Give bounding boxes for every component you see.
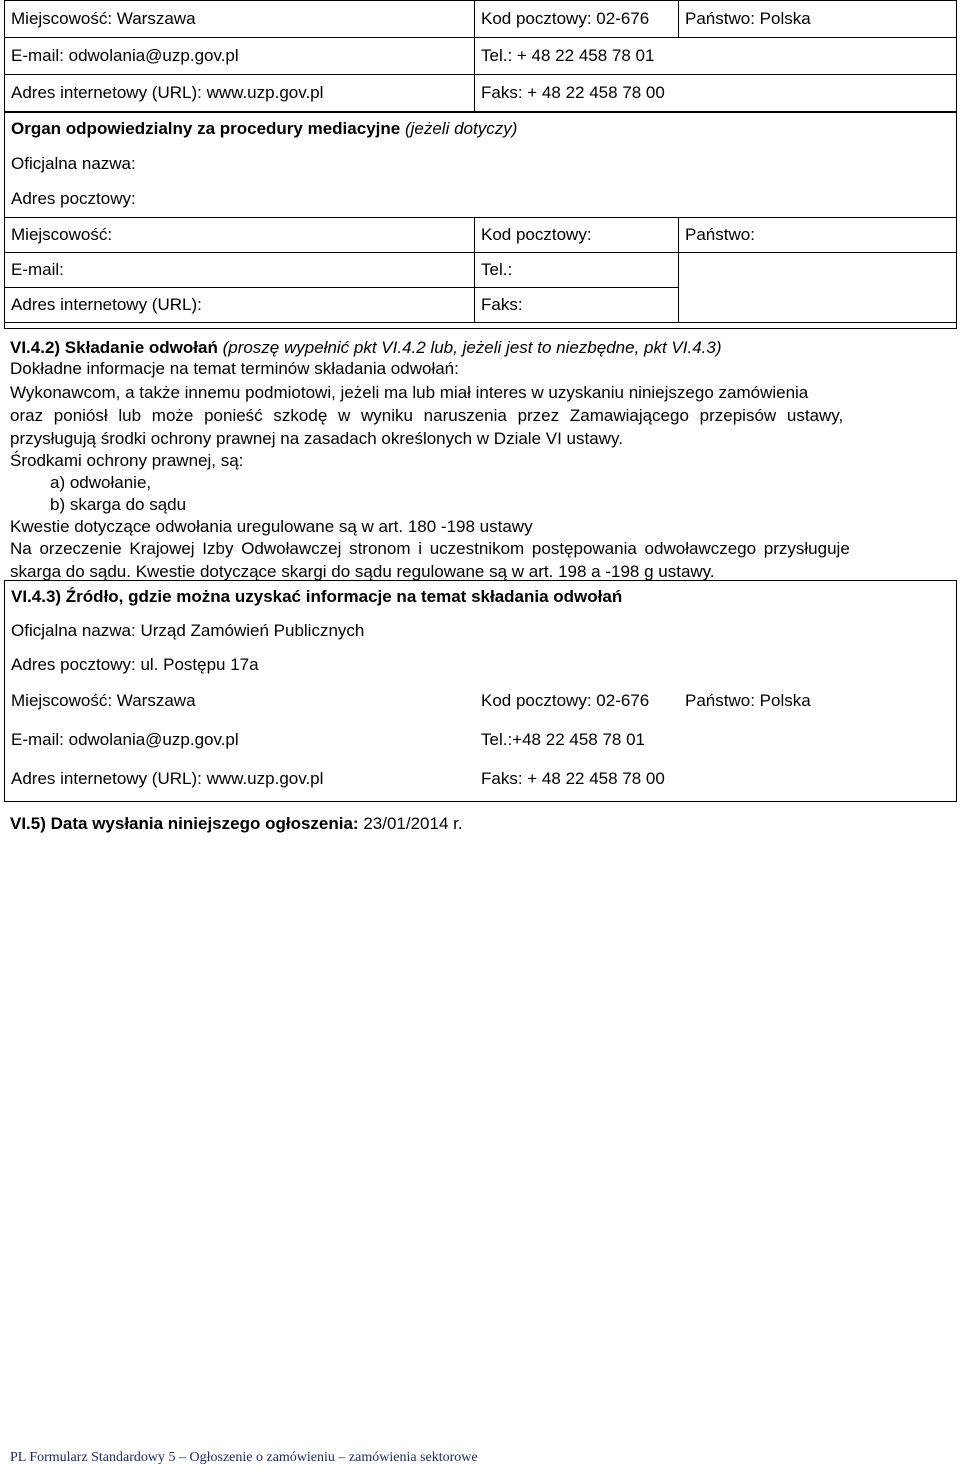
appeals-source-heading: VI.4.3) Źródło, gdzie można uzyskać informacje na temat składania odwołań — [11, 587, 623, 606]
appeals-line-7: Na orzeczenie Krajowej Izby Odwoławczej stronom i uczestnikom postępowania odwoławczego przysługuje — [10, 539, 850, 558]
contact-table-top — [4, 0, 957, 112]
appeals-source-official-name: Oficjalna nazwa: Urząd Zamówień Publicznych — [11, 621, 365, 640]
top-country: Państwo: Polska — [679, 1, 957, 38]
source-country: Państwo: Polska — [679, 682, 957, 721]
appeals-line-6: Kwestie dotyczące odwołania uregulowane są w art. 180 -198 ustawy — [10, 517, 533, 536]
mediation-contact-table — [4, 217, 957, 323]
source-url: Adres internetowy (URL): www.uzp.gov.pl — [11, 769, 324, 788]
top-city: Miejscowość: Warszawa — [5, 1, 475, 38]
appeals-line-8: skarga do sądu. Kwestie dotyczące skargi do sądu regulowane są w art. 198 a -198 g ustawy. — [10, 562, 715, 581]
mediation-email: E-mail: — [5, 253, 475, 288]
top-email: E-mail: odwolania@uzp.gov.pl — [5, 38, 475, 75]
top-tel: Tel.: + 48 22 458 78 01 — [475, 38, 957, 75]
appeals-source-contact-table — [4, 681, 957, 799]
mediation-title — [11, 119, 517, 139]
mediation-blank-1 — [679, 253, 957, 288]
dispatch-date-line — [10, 814, 463, 834]
appeals-line-3: oraz poniósł lub może ponieść szkodę w wyniku naruszenia przez Zamawiającego przepisów ustawy, — [10, 406, 844, 425]
page-footer: PL Formularz Standardowy 5 – Ogłoszenie o zamówieniu – zamówienia sektorowe — [10, 1450, 478, 1465]
dispatch-date-label: VI.5) Data wysłania niniejszego ogłoszenia: — [10, 814, 359, 833]
source-postal-code: Kod pocztowy: 02-676 — [481, 691, 650, 710]
mediation-postal-code: Kod pocztowy: — [475, 218, 679, 253]
mediation-tel: Tel.: — [475, 253, 679, 288]
appeals-line-4: przysługują środki ochrony prawnej na zasadach określonych w Dziale VI ustawy. — [10, 429, 623, 448]
appeals-item-a: a) odwołanie, — [50, 473, 152, 492]
mediation-official-name: Oficjalna nazwa: — [11, 154, 136, 173]
appeals-section — [4, 334, 955, 582]
top-url: Adres internetowy (URL): www.uzp.gov.pl — [5, 75, 475, 112]
source-fax: Faks: + 48 22 458 78 00 — [481, 769, 665, 788]
top-postal-code: Kod pocztowy: 02-676 — [475, 1, 679, 38]
appeals-heading — [10, 338, 722, 358]
appeals-source-postal-address: Adres pocztowy: ul. Postępu 17a — [11, 655, 259, 674]
appeals-heading-note: (proszę wypełnić pkt VI.4.2 lub, jeżeli jest to niezbędne, pkt VI.4.3) — [222, 338, 722, 357]
mediation-title-note: (jeżeli dotyczy) — [404, 119, 518, 138]
appeals-item-b: b) skarga do sądu — [50, 495, 187, 514]
source-email: E-mail: odwolania@uzp.gov.pl — [11, 730, 239, 749]
mediation-country: Państwo: — [679, 218, 957, 253]
mediation-city: Miejscowość: — [5, 218, 475, 253]
mediation-postal-address: Adres pocztowy: — [11, 189, 136, 208]
source-city: Miejscowość: Warszawa — [11, 691, 196, 710]
appeals-heading-text: VI.4.2) Składanie odwołań — [10, 338, 218, 357]
mediation-fax: Faks: — [475, 288, 679, 323]
source-tel: Tel.:+48 22 458 78 01 — [481, 730, 645, 749]
appeals-line-2: Wykonawcom, a także innemu podmiotowi, jeżeli ma lub miał interes w uzyskaniu niniejszego zamówienia — [10, 383, 809, 402]
top-fax: Faks: + 48 22 458 78 00 — [475, 75, 957, 112]
mediation-blank-2 — [679, 288, 957, 323]
dispatch-date-value: 23/01/2014 r. — [363, 814, 463, 833]
mediation-title-text: Organ odpowiedzialny za procedury mediacyjne — [11, 119, 401, 138]
appeals-line-5: Środkami ochrony prawnej, są: — [10, 451, 244, 470]
appeals-line-1: Dokładne informacje na temat terminów składania odwołań: — [10, 359, 459, 378]
mediation-url: Adres internetowy (URL): — [5, 288, 475, 323]
